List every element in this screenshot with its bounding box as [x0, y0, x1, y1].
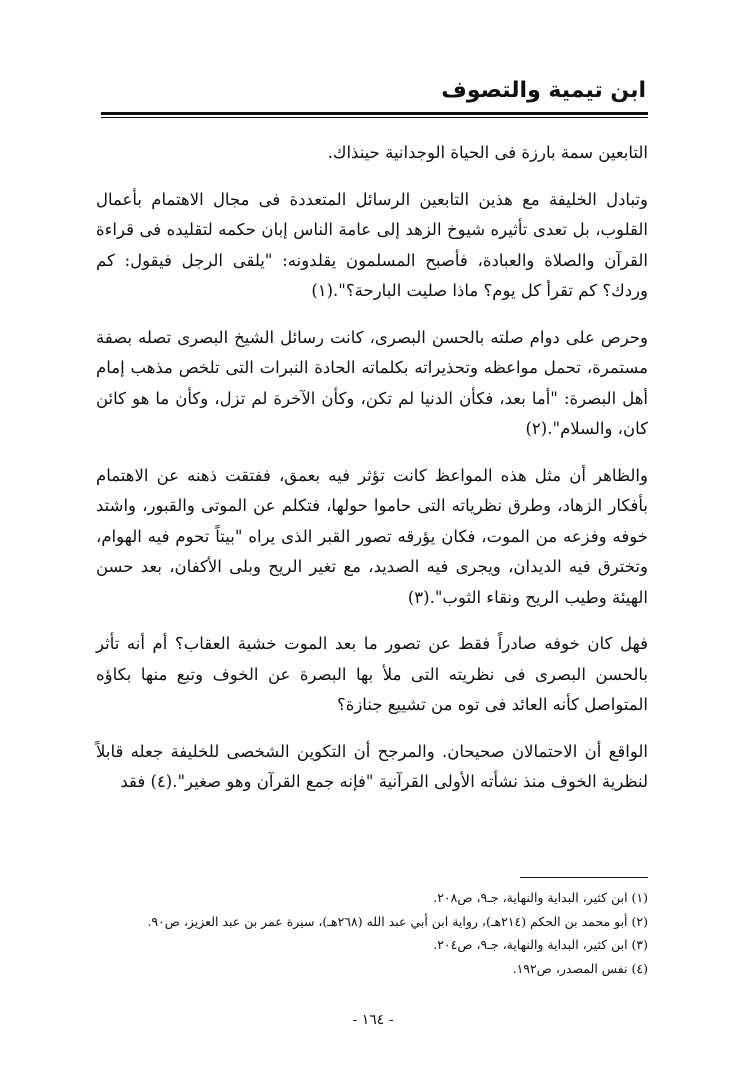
footnotes [96, 886, 648, 980]
footnote: (٣) ابن كثير، البداية والنهاية، جـ٩، ص٢٠٤. [433, 937, 648, 952]
body-text [96, 138, 648, 798]
paragraph: وتبادل الخليفة مع هذين التابعين الرسائل المتعددة فى مجال الاهتمام بأعمال القلوب، بل تعدى تأثيره شيوخ الزهد إلى عامة الناس إبان حكمه لتقليده فى قراءة القرآن والصلاة والعبادة، فأصبح المسلمون يقلدونه: "يلقى الرجل فيقول: كم وردك؟ كم تقرأ كل يوم؟ ماذا صليت البارحة؟".(١) [96, 189, 648, 300]
running-header-title: ابن تيمية والتصوف [441, 78, 646, 103]
header-rule-thin [101, 117, 648, 118]
footnote: (٢) أبو محمد بن الحكم (٢١٤هـ)، رواية ابن أبي عبد الله (٢٦٨هـ)، سيرة عمر بن عبد العزيز، ص٩٠. [147, 913, 648, 929]
footnote: (١) ابن كثير، البداية والنهاية، جـ٩، ص٢٠٨. [433, 890, 648, 905]
footnote: (٤) نفس المصدر، ص١٩٢. [512, 960, 648, 976]
paragraph: وحرص على دوام صلته بالحسن البصرى، كانت رسائل الشيخ البصرى تصله بصفة مستمرة، تحمل مواعظه وتحذيراته بكلماته الحادة النبرات التى تلخص مذهب إمام أهل البصرة: "أما بعد، فكأن الدنيا لم تكن، وكأن الآخرة لم تزل، وكأن ما هو كائن كان، والسلام".(٢) [96, 327, 648, 438]
header-rule [101, 112, 648, 115]
page-number: - ١٦٤ - [352, 1012, 394, 1028]
paragraph: فهل كان خوفه صادراً فقط عن تصور ما بعد الموت خشية العقاب؟ أم أنه تأثر بالحسن البصرى فى نظريته التى ملأ بها البصرة عن الخوف وتبع منها بكاؤه المتواصل كأنه العائد فى توه من تشييع جنازة؟ [96, 634, 648, 714]
paragraph: التابعين سمة بارزة فى الحياة الوجدانية حينذاك. [327, 143, 648, 162]
footnote-separator [520, 877, 648, 878]
paragraph: والظاهر أن مثل هذه المواعظ كانت تؤثر فيه بعمق، ففتقت ذهنه عن الاهتمام بأفكار الزهاد، وطرق نظرياته التى حاموا حولها، فتكلم عن الموتى والقبور، واشتد خوفه وفزعه من الموت، فكان يؤرقه تصور القبر الذى يراه "بيتاً تحوم فيه الهوام، وتخترق فيه الديدان، ويجرى فيه الصديد، مع تغير الريح وبلى الأكفان، بعد حسن الهيئة وطيب الريح ونقاء الثوب".(٣) [96, 465, 648, 607]
paragraph: الواقع أن الاحتمالان صحيحان. والمرجح أن التكوين الشخصى للخليفة جعله قابلاً لنظرية الخوف منذ نشأته الأولى القرآنية "فإنه جمع القرآن وهو صغير".(٤) فقد [96, 741, 648, 791]
